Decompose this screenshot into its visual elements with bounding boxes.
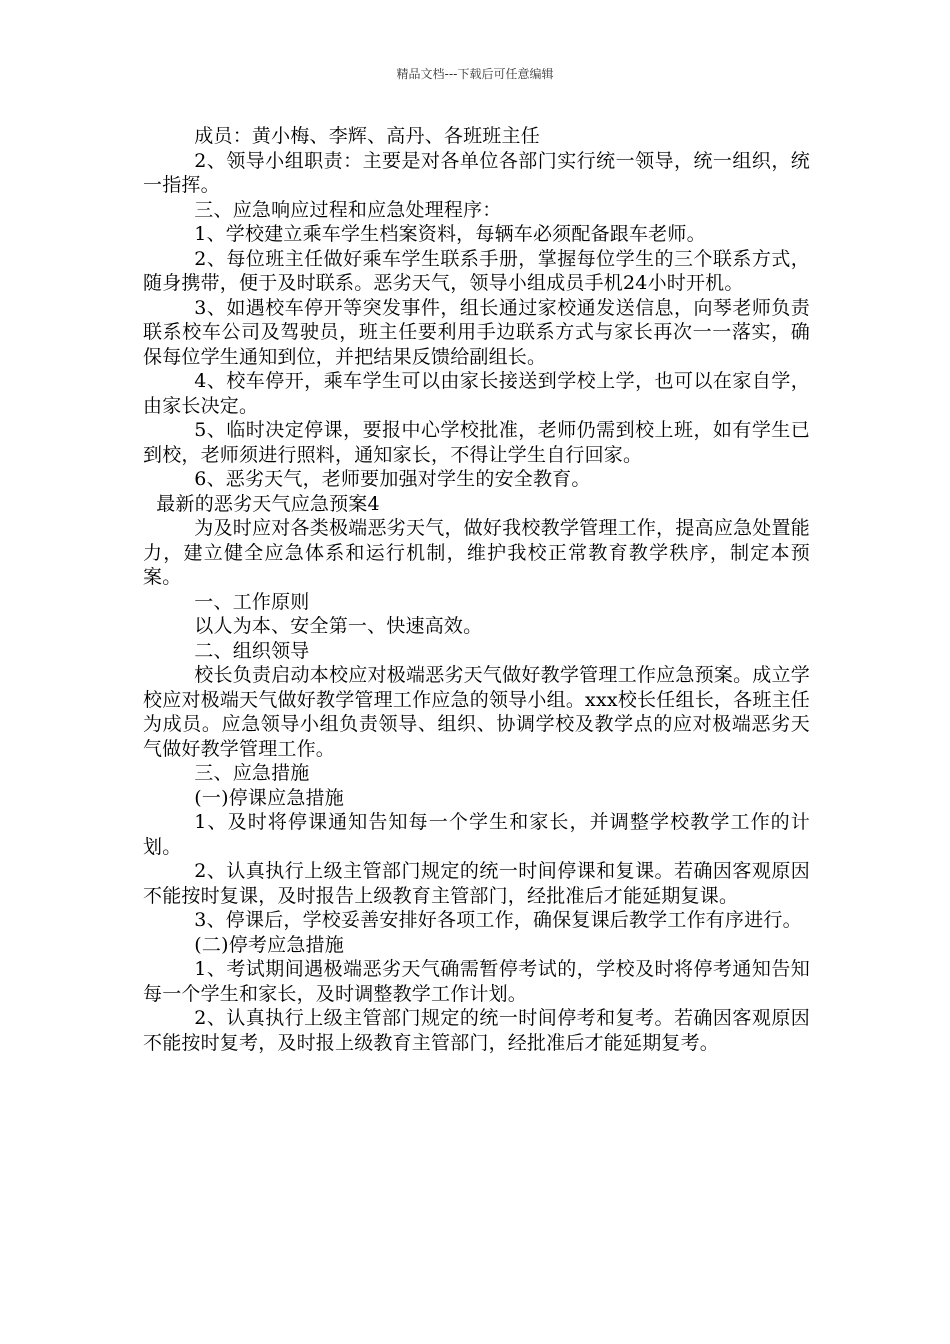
paragraph: 成员：黄小梅、李辉、高丹、各班班主任 bbox=[194, 125, 540, 147]
subsection-heading: (二)停考应急措施 bbox=[194, 933, 344, 956]
page-header-watermark: 精品文档---下载后可任意编辑 bbox=[396, 67, 554, 81]
document-title: 最新的恶劣天气应急预案4 bbox=[156, 492, 380, 515]
paragraph: 3、如遇校车停开等突发事件，组长通过家校通发送信息，向琴老师负责联系校车公司及驾驶员，班主任要利用手边联系方式与家长再次一一落实，确保每位学生通知到位，并把结果反馈给副组长。 bbox=[143, 296, 810, 368]
paragraph: 1、学校建立乘车学生档案资料，每辆车必须配备跟车老师。 bbox=[194, 223, 706, 245]
paragraph: 2、每位班主任做好乘车学生联系手册，掌握每位学生的三个联系方式，随身携带，便于及时联系。恶劣天气，领导小组成员手机24小时开机。 bbox=[143, 247, 810, 294]
paragraph: 校长负责启动本校应对极端恶劣天气做好教学管理工作应急预案。成立学校应对极端天气做好教学管理工作应急的领导小组。xxx校长任组长，各班主任为成员。应急领导小组负责领导、组织、协调学校及教学点的应对极端恶劣天气做好教学管理工作。 bbox=[143, 664, 810, 760]
paragraph: 以人为本、安全第一、快速高效。 bbox=[194, 615, 483, 637]
paragraph: 3、停课后，学校妥善安排好各项工作，确保复课后教学工作有序进行。 bbox=[194, 909, 802, 931]
paragraph: 2、领导小组职责：主要是对各单位各部门实行统一领导，统一组织，统一指挥。 bbox=[143, 149, 810, 196]
paragraph: 1、及时将停课通知告知每一个学生和家长，并调整学校教学工作的计划。 bbox=[143, 811, 810, 858]
section-heading: 一、工作原则 bbox=[194, 590, 310, 613]
paragraph: 5、临时决定停课，要报中心学校批准，老师仍需到校上班，如有学生已到校，老师须进行照料，通知家长，不得让学生自行回家。 bbox=[143, 419, 810, 466]
paragraph: 2、认真执行上级主管部门规定的统一时间停考和复考。若确因客观原因不能按时复考，及时报上级教育主管部门，经批准后才能延期复考。 bbox=[143, 1007, 810, 1054]
document-body bbox=[143, 124, 810, 1055]
section-heading: 三、应急措施 bbox=[194, 762, 310, 784]
section-heading: 三、应急响应过程和应急处理程序： bbox=[194, 198, 502, 221]
paragraph: 2、认真执行上级主管部门规定的统一时间停课和复课。若确因客观原因不能按时复课，及时报告上级教育主管部门，经批准后才能延期复课。 bbox=[143, 860, 810, 907]
paragraph: 4、校车停开，乘车学生可以由家长接送到学校上学，也可以在家自学，由家长决定。 bbox=[143, 370, 810, 417]
paragraph: 6、恶劣天气，老师要加强对学生的安全教育。 bbox=[194, 468, 591, 490]
paragraph: 为及时应对各类极端恶劣天气，做好我校教学管理工作，提高应急处置能力，建立健全应急体系和运行机制，维护我校正常教育教学秩序，制定本预案。 bbox=[143, 517, 810, 588]
paragraph: 1、考试期间遇极端恶劣天气确需暂停考试的，学校及时将停考通知告知每一个学生和家长，及时调整教学工作计划。 bbox=[143, 958, 810, 1005]
section-heading: 二、组织领导 bbox=[194, 639, 310, 662]
subsection-heading: (一)停课应急措施 bbox=[194, 786, 344, 809]
